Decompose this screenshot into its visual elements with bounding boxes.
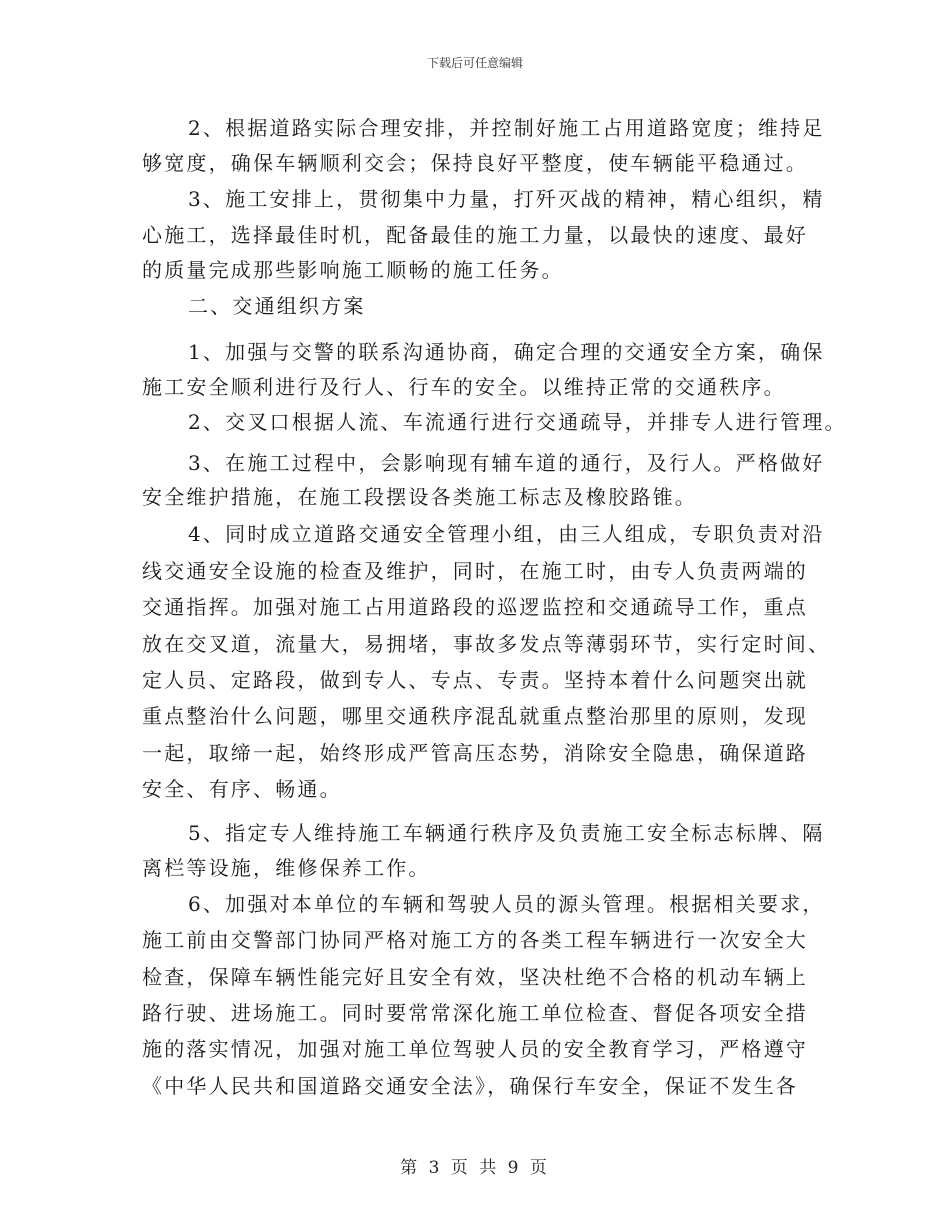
text-line: 安全维护措施，在施工段摆设各类施工标志及橡胶路锥。: [142, 485, 697, 509]
text-line: 3、施工安排上，贯彻集中力量，打歼灭战的精神，精心组织，精: [188, 187, 825, 211]
text-line: 够宽度，确保车辆顺利交会；保持良好平整度，使车辆能平稳通过。: [142, 151, 808, 175]
page-header: 下载后可任意编辑: [426, 56, 523, 70]
text-line: 检查，保障车辆性能完好且安全有效，坚决杜绝不合格的机动车辆上: [142, 965, 808, 989]
text-line: 《中华人民共和国道路交通安全法》，确保行车安全，保证不发生各: [142, 1074, 798, 1098]
text-line: 施的落实情况，加强对施工单位驾驶人员的安全教育学习，严格遵守: [142, 1037, 808, 1061]
text-line: 定人员、定路段，做到专人、专点、专责。坚持本着什么问题突出就: [142, 668, 808, 692]
text-line: 3、在施工过程中，会影响现有辅车道的通行，及行人。严格做好: [188, 451, 825, 475]
text-line: 2、交叉口根据人流、车流通行进行交通疏导，并排专人进行管理。: [188, 410, 847, 434]
text-line: 安全、有序、畅通。: [142, 777, 342, 801]
text-line: 路行驶、进场施工。同时要常常深化施工单位检查、督促各项安全措: [142, 1001, 808, 1025]
text-line: 交通指挥。加强对施工占用道路段的巡逻监控和交通疏导工作，重点: [142, 595, 808, 619]
text-line: 一起，取缔一起，始终形成严管高压态势，消除安全隐患，确保道路: [142, 741, 808, 765]
text-line: 施工安全顺利进行及行人、行车的安全。以维持正常的交通秩序。: [142, 375, 786, 399]
text-line: 的质量完成那些影响施工顺畅的施工任务。: [142, 258, 564, 282]
text-line: 4、同时成立道路交通安全管理小组，由三人组成，专职负责对沿: [188, 522, 825, 546]
text-line: 5、指定专人维持施工车辆通行秩序及负责施工安全标志标牌、隔: [188, 821, 825, 845]
text-line: 施工前由交警部门协同严格对施工方的各类工程车辆进行一次安全大: [142, 928, 808, 952]
section-heading: 二、交通组织方案: [188, 294, 366, 318]
text-line: 线交通安全设施的检查及维护，同时，在施工时，由专人负责两端的: [142, 559, 808, 583]
text-line: 离栏等设施，维修保养工作。: [142, 856, 431, 880]
text-line: 放在交叉道，流量大，易拥堵，事故多发点等薄弱环节，实行定时间、: [142, 632, 831, 656]
text-line: 重点整治什么问题，哪里交通秩序混乱就重点整治那里的原则，发现: [142, 704, 808, 728]
text-line: 心施工，选择最佳时机，配备最佳的施工力量，以最快的速度、最好: [142, 223, 808, 247]
text-line: 6、加强对本单位的车辆和驾驶人员的源头管理。根据相关要求，: [188, 892, 825, 916]
text-line: 2、根据道路实际合理安排，并控制好施工占用道路宽度；维持足: [188, 116, 825, 140]
text-line: 1、加强与交警的联系沟通协商，确定合理的交通安全方案，确保: [188, 340, 825, 364]
page-number-footer: 第 3 页 共 9 页: [400, 1158, 550, 1178]
